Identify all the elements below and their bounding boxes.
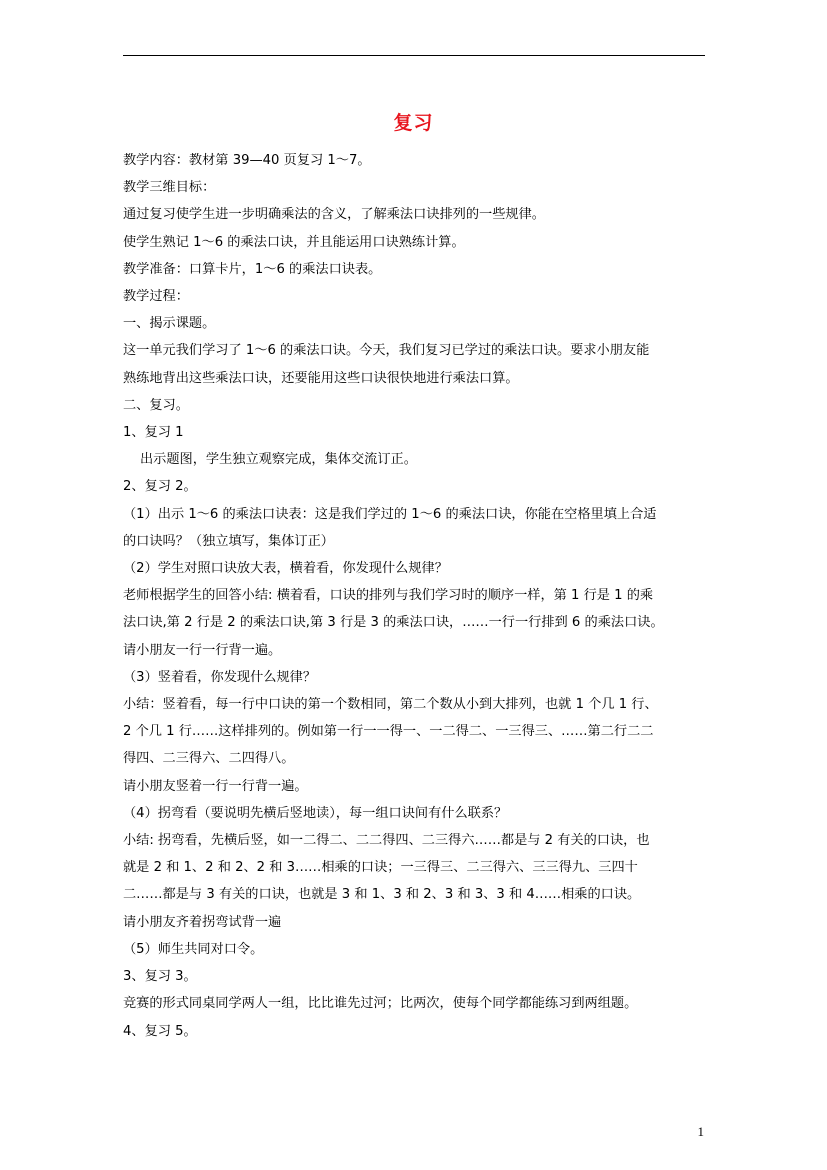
section-heading: 一、揭示课题。 <box>123 316 216 332</box>
subsection-heading: 1、复习 1 <box>123 425 184 441</box>
document-body <box>123 147 708 1045</box>
paragraph-line: 的口诀吗？（独立填写，集体订正） <box>123 533 334 549</box>
paragraph-line: 这一单元我们学习了 1～6 的乘法口诀。今天，我们复习已学过的乘法口诀。要求小朋友能 <box>123 343 650 359</box>
paragraph-line: 请小朋友竖着一行一行背一遍。 <box>123 778 308 794</box>
paragraph-line: （1）出示 1～6 的乘法口诀表：这是我们学过的 1～6 的乘法口诀，你能在空格里填上合适 <box>123 506 657 522</box>
paragraph-line: 请小朋友齐着拐弯试背一遍 <box>123 914 282 930</box>
paragraph-line: 出示题图，学生独立观察完成，集体交流订正。 <box>140 452 417 468</box>
paragraph-line: 教学准备：口算卡片，1～6 的乘法口诀表。 <box>123 261 382 277</box>
paragraph-line: 通过复习使学生进一步明确乘法的含义，了解乘法口诀排列的一些规律。 <box>123 207 545 223</box>
paragraph-line: 请小朋友一行一行背一遍。 <box>123 642 282 658</box>
header-rule <box>123 55 705 56</box>
paragraph-line: 熟练地背出这些乘法口诀，还要能用这些口诀很快地进行乘法口算。 <box>123 370 519 386</box>
paragraph-line: 教学过程： <box>123 289 189 305</box>
paragraph-line: （5）师生共同对口令。 <box>123 941 264 957</box>
paragraph-line: （3）竖着看，你发现什么规律？ <box>123 669 317 685</box>
paragraph-line: 小结: 拐弯看，先横后竖，如一二得二、二二得四、二三得六……都是与 2 有关的口诀，也 <box>123 833 650 849</box>
page-number: 1 <box>697 1124 704 1139</box>
paragraph-line: 二……都是与 3 有关的口诀，也就是 3 和 1、3 和 2、3 和 3、3 和 4……相乘的口诀。 <box>123 887 641 903</box>
paragraph-line: 2 个几 1 行……这样排列的。例如第一行一一得一、一二得二、一三得三、……第二行二二 <box>123 724 654 740</box>
paragraph-line: 就是 2 和 1、2 和 2、2 和 3……相乘的口诀；一三得三、二三得六、三三得九、三四十 <box>123 860 638 876</box>
subsection-heading: 2、复习 2。 <box>123 479 197 495</box>
paragraph-line: 教学三维目标： <box>123 180 216 196</box>
paragraph-line: 老师根据学生的回答小结: 横着看，口诀的排列与我们学习时的顺序一样，第 1 行是 1 的乘 <box>123 588 654 604</box>
paragraph-line: 小结：竖着看，每一行中口诀的第一个数相同，第二个数从小到大排列，也就 1 个几 1 行、 <box>123 697 658 713</box>
paragraph-line: （4）拐弯看（要说明先横后竖地读），每一组口诀间有什么联系？ <box>123 805 508 821</box>
paragraph-line: 法口诀,第 2 行是 2 的乘法口诀,第 3 行是 3 的乘法口诀，……一行一行排到 6 的乘法口诀。 <box>123 615 664 631</box>
paragraph-line: 竞赛的形式同桌同学两人一组，比比谁先过河；比两次，使每个同学都能练习到两组题。 <box>123 996 638 1012</box>
section-heading: 二、复习。 <box>123 397 189 413</box>
paragraph-line: 教学内容：教材第 39—40 页复习 1～7。 <box>123 153 371 168</box>
subsection-heading: 4、复习 5。 <box>123 1023 197 1039</box>
subsection-heading: 3、复习 3。 <box>123 969 197 985</box>
paragraph-line: （2）学生对照口诀放大表，横着看，你发现什么规律？ <box>123 561 448 577</box>
paragraph-line: 使学生熟记 1～6 的乘法口诀，并且能运用口诀熟练计算。 <box>123 234 465 250</box>
document-title: 复习 <box>393 112 434 134</box>
paragraph-line: 得四、二三得六、二四得八。 <box>123 751 295 767</box>
